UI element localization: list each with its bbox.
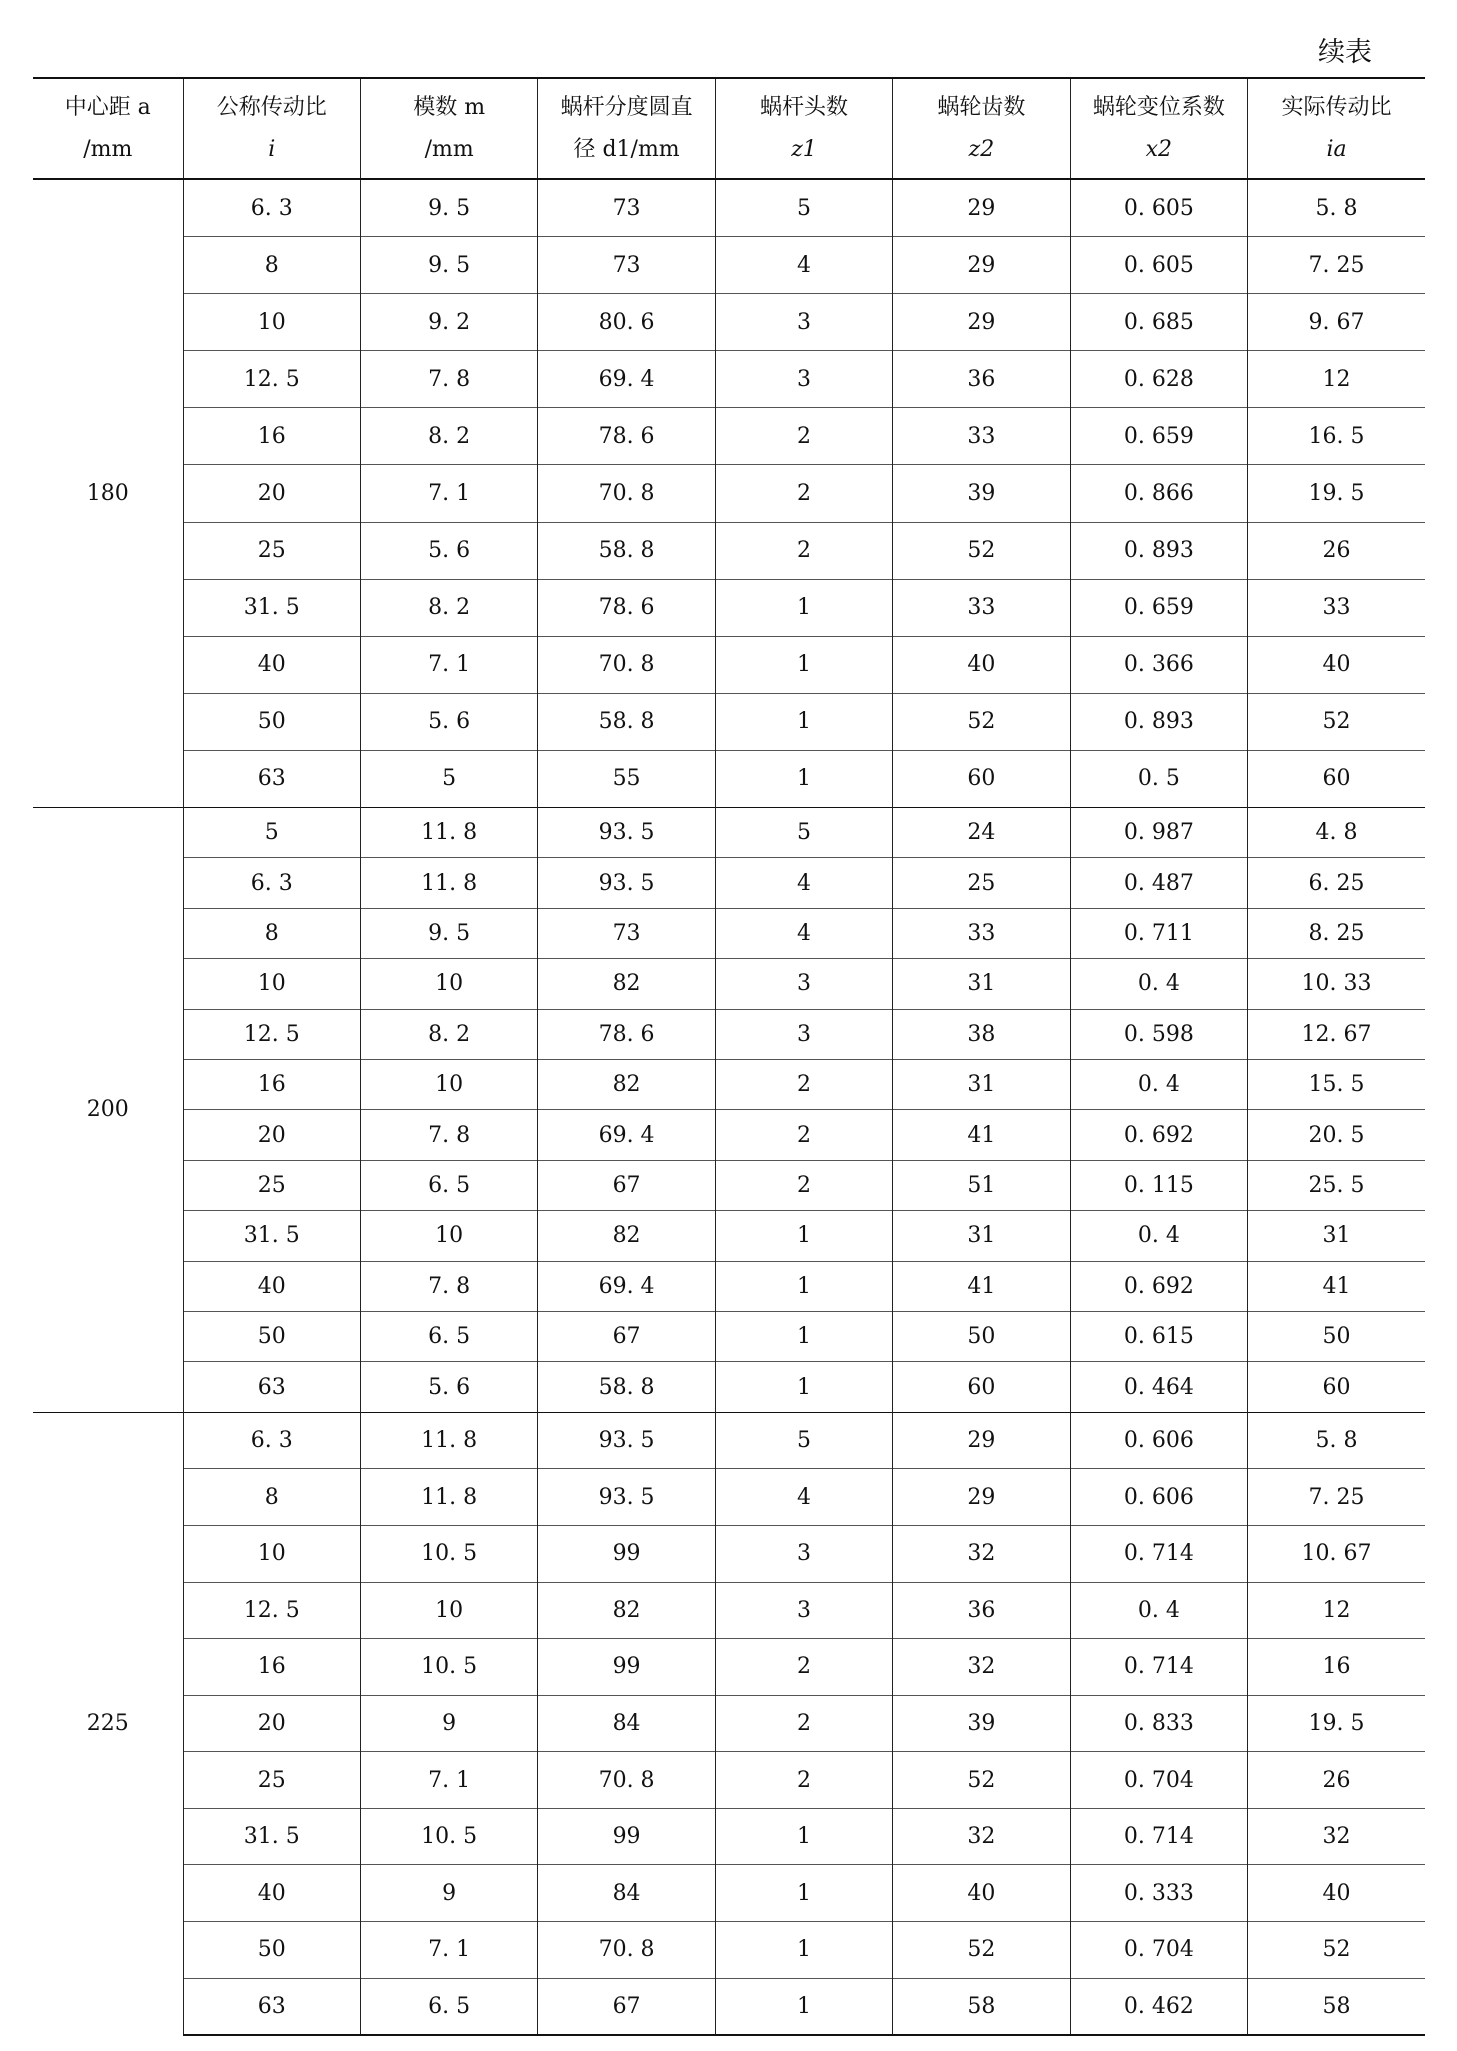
modification-coefficient-cell: 0. 605 (1070, 179, 1247, 237)
pitch-diameter-cell: 73 (538, 237, 715, 294)
table-row (33, 1865, 1425, 1922)
modification-coefficient-cell: 0. 4 (1070, 1059, 1247, 1109)
module-cell: 11. 8 (360, 1469, 537, 1526)
worm-starts-cell: 1 (715, 1261, 892, 1311)
nominal-ratio-cell: 63 (183, 1362, 360, 1412)
wheel-teeth-cell: 32 (893, 1808, 1070, 1865)
nominal-ratio-cell: 25 (183, 1752, 360, 1809)
modification-coefficient-cell: 0. 659 (1070, 579, 1247, 636)
pitch-diameter-cell: 58. 8 (538, 1362, 715, 1412)
module-cell: 8. 2 (360, 1009, 537, 1059)
worm-starts-cell: 1 (715, 1865, 892, 1922)
module-cell: 5. 6 (360, 1362, 537, 1412)
nominal-ratio-cell: 20 (183, 1110, 360, 1160)
actual-ratio-cell: 52 (1248, 1922, 1425, 1979)
modification-coefficient-cell: 0. 893 (1070, 522, 1247, 579)
wheel-teeth-cell: 58 (893, 1978, 1070, 2035)
modification-coefficient-cell: 0. 606 (1070, 1412, 1247, 1469)
header-nominal-ratio: 公称传动比 i (183, 78, 360, 179)
header-center-distance: 中心距 a /mm (33, 78, 183, 179)
pitch-diameter-cell: 67 (538, 1311, 715, 1361)
actual-ratio-cell: 6. 25 (1248, 858, 1425, 908)
table-row (33, 579, 1425, 636)
header-wheel-modification-coefficient: 蜗轮变位系数 x2 (1070, 78, 1247, 179)
nominal-ratio-cell: 20 (183, 465, 360, 522)
header-worm-pitch-diameter: 蜗杆分度圆直 径 d1/mm (538, 78, 715, 179)
pitch-diameter-cell: 67 (538, 1978, 715, 2035)
actual-ratio-cell: 16 (1248, 1639, 1425, 1696)
wheel-teeth-cell: 40 (893, 1865, 1070, 1922)
module-cell: 9 (360, 1695, 537, 1752)
table-row (33, 858, 1425, 908)
table-row (33, 1160, 1425, 1210)
nominal-ratio-cell: 40 (183, 1865, 360, 1922)
table-row (33, 1009, 1425, 1059)
nominal-ratio-cell: 6. 3 (183, 1412, 360, 1469)
nominal-ratio-cell: 63 (183, 750, 360, 807)
module-cell: 11. 8 (360, 858, 537, 908)
worm-starts-cell: 5 (715, 808, 892, 858)
nominal-ratio-cell: 5 (183, 808, 360, 858)
table-row (33, 465, 1425, 522)
module-cell: 9 (360, 1865, 537, 1922)
modification-coefficient-cell: 0. 685 (1070, 294, 1247, 351)
table-row (33, 522, 1425, 579)
wheel-teeth-cell: 52 (893, 1752, 1070, 1809)
actual-ratio-cell: 40 (1248, 636, 1425, 693)
pitch-diameter-cell: 69. 4 (538, 1261, 715, 1311)
pitch-diameter-cell: 78. 6 (538, 408, 715, 465)
actual-ratio-cell: 10. 67 (1248, 1525, 1425, 1582)
table-row (33, 408, 1425, 465)
nominal-ratio-cell: 50 (183, 693, 360, 750)
pitch-diameter-cell: 80. 6 (538, 294, 715, 351)
module-cell: 9. 5 (360, 179, 537, 237)
worm-starts-cell: 3 (715, 294, 892, 351)
table-row (33, 808, 1425, 858)
worm-starts-cell: 3 (715, 1009, 892, 1059)
actual-ratio-cell: 41 (1248, 1261, 1425, 1311)
worm-starts-cell: 1 (715, 1311, 892, 1361)
module-cell: 10 (360, 959, 537, 1009)
actual-ratio-cell: 33 (1248, 579, 1425, 636)
module-cell: 10. 5 (360, 1525, 537, 1582)
worm-starts-cell: 2 (715, 522, 892, 579)
worm-starts-cell: 1 (715, 693, 892, 750)
nominal-ratio-cell: 8 (183, 237, 360, 294)
worm-starts-cell: 3 (715, 1582, 892, 1639)
nominal-ratio-cell: 16 (183, 408, 360, 465)
nominal-ratio-cell: 25 (183, 1160, 360, 1210)
module-cell: 7. 8 (360, 1261, 537, 1311)
worm-starts-cell: 5 (715, 179, 892, 237)
nominal-ratio-cell: 6. 3 (183, 858, 360, 908)
nominal-ratio-cell: 25 (183, 522, 360, 579)
actual-ratio-cell: 12 (1248, 1582, 1425, 1639)
actual-ratio-cell: 12. 67 (1248, 1009, 1425, 1059)
actual-ratio-cell: 60 (1248, 750, 1425, 807)
table-row (33, 1582, 1425, 1639)
nominal-ratio-cell: 12. 5 (183, 1582, 360, 1639)
actual-ratio-cell: 32 (1248, 1808, 1425, 1865)
module-cell: 7. 8 (360, 351, 537, 408)
module-cell: 7. 1 (360, 636, 537, 693)
wheel-teeth-cell: 33 (893, 408, 1070, 465)
continued-label: 续表 (1318, 37, 1372, 68)
pitch-diameter-cell: 67 (538, 1160, 715, 1210)
table-row (33, 1695, 1425, 1752)
wheel-teeth-cell: 32 (893, 1639, 1070, 1696)
pitch-diameter-cell: 58. 8 (538, 522, 715, 579)
nominal-ratio-cell: 10 (183, 1525, 360, 1582)
actual-ratio-cell: 9. 67 (1248, 294, 1425, 351)
wheel-teeth-cell: 52 (893, 522, 1070, 579)
table-row (33, 1059, 1425, 1109)
pitch-diameter-cell: 78. 6 (538, 1009, 715, 1059)
wheel-teeth-cell: 39 (893, 465, 1070, 522)
modification-coefficient-cell: 0. 866 (1070, 465, 1247, 522)
nominal-ratio-cell: 8 (183, 908, 360, 958)
worm-starts-cell: 2 (715, 1695, 892, 1752)
actual-ratio-cell: 60 (1248, 1362, 1425, 1412)
module-cell: 10 (360, 1059, 537, 1109)
modification-coefficient-cell: 0. 714 (1070, 1639, 1247, 1696)
table-row (33, 1469, 1425, 1526)
table-row (33, 693, 1425, 750)
nominal-ratio-cell: 16 (183, 1639, 360, 1696)
actual-ratio-cell: 19. 5 (1248, 465, 1425, 522)
modification-coefficient-cell: 0. 833 (1070, 1695, 1247, 1752)
wheel-teeth-cell: 36 (893, 351, 1070, 408)
pitch-diameter-cell: 84 (538, 1695, 715, 1752)
modification-coefficient-cell: 0. 462 (1070, 1978, 1247, 2035)
worm-starts-cell: 1 (715, 1922, 892, 1979)
pitch-diameter-cell: 82 (538, 1059, 715, 1109)
modification-coefficient-cell: 0. 4 (1070, 959, 1247, 1009)
pitch-diameter-cell: 82 (538, 959, 715, 1009)
pitch-diameter-cell: 73 (538, 179, 715, 237)
nominal-ratio-cell: 6. 3 (183, 179, 360, 237)
modification-coefficient-cell: 0. 692 (1070, 1110, 1247, 1160)
pitch-diameter-cell: 70. 8 (538, 1752, 715, 1809)
pitch-diameter-cell: 73 (538, 908, 715, 958)
table-row (33, 1978, 1425, 2035)
wheel-teeth-cell: 33 (893, 908, 1070, 958)
modification-coefficient-cell: 0. 987 (1070, 808, 1247, 858)
pitch-diameter-cell: 99 (538, 1639, 715, 1696)
modification-coefficient-cell: 0. 606 (1070, 1469, 1247, 1526)
pitch-diameter-cell: 84 (538, 1865, 715, 1922)
modification-coefficient-cell: 0. 366 (1070, 636, 1247, 693)
worm-starts-cell: 1 (715, 636, 892, 693)
wheel-teeth-cell: 36 (893, 1582, 1070, 1639)
center-distance-cell: 200 (33, 808, 183, 1413)
actual-ratio-cell: 40 (1248, 1865, 1425, 1922)
table-row (33, 959, 1425, 1009)
nominal-ratio-cell: 63 (183, 1978, 360, 2035)
modification-coefficient-cell: 0. 115 (1070, 1160, 1247, 1210)
modification-coefficient-cell: 0. 4 (1070, 1582, 1247, 1639)
nominal-ratio-cell: 8 (183, 1469, 360, 1526)
module-cell: 10. 5 (360, 1639, 537, 1696)
wheel-teeth-cell: 39 (893, 1695, 1070, 1752)
wheel-teeth-cell: 33 (893, 579, 1070, 636)
worm-gear-parameter-table (33, 77, 1425, 2036)
table-row (33, 179, 1425, 237)
module-cell: 8. 2 (360, 579, 537, 636)
actual-ratio-cell: 4. 8 (1248, 808, 1425, 858)
nominal-ratio-cell: 10 (183, 294, 360, 351)
modification-coefficient-cell: 0. 5 (1070, 750, 1247, 807)
pitch-diameter-cell: 93. 5 (538, 1412, 715, 1469)
actual-ratio-cell: 5. 8 (1248, 1412, 1425, 1469)
wheel-teeth-cell: 32 (893, 1525, 1070, 1582)
actual-ratio-cell: 58 (1248, 1978, 1425, 2035)
pitch-diameter-cell: 70. 8 (538, 465, 715, 522)
table-row (33, 1211, 1425, 1261)
actual-ratio-cell: 26 (1248, 522, 1425, 579)
pitch-diameter-cell: 82 (538, 1211, 715, 1261)
pitch-diameter-cell: 82 (538, 1582, 715, 1639)
worm-starts-cell: 2 (715, 1160, 892, 1210)
actual-ratio-cell: 25. 5 (1248, 1160, 1425, 1210)
actual-ratio-cell: 16. 5 (1248, 408, 1425, 465)
nominal-ratio-cell: 40 (183, 1261, 360, 1311)
worm-starts-cell: 2 (715, 1639, 892, 1696)
table-header (33, 78, 1425, 179)
actual-ratio-cell: 50 (1248, 1311, 1425, 1361)
table-row (33, 1525, 1425, 1582)
actual-ratio-cell: 8. 25 (1248, 908, 1425, 958)
actual-ratio-cell: 5. 8 (1248, 179, 1425, 237)
module-cell: 11. 8 (360, 808, 537, 858)
pitch-diameter-cell: 93. 5 (538, 858, 715, 908)
worm-starts-cell: 1 (715, 1211, 892, 1261)
wheel-teeth-cell: 52 (893, 693, 1070, 750)
worm-starts-cell: 1 (715, 1808, 892, 1865)
pitch-diameter-cell: 99 (538, 1525, 715, 1582)
group-180 (33, 179, 1425, 808)
nominal-ratio-cell: 31. 5 (183, 1808, 360, 1865)
modification-coefficient-cell: 0. 615 (1070, 1311, 1247, 1361)
table-row (33, 750, 1425, 807)
wheel-teeth-cell: 25 (893, 858, 1070, 908)
actual-ratio-cell: 31 (1248, 1211, 1425, 1261)
table-row (33, 294, 1425, 351)
module-cell: 9. 5 (360, 237, 537, 294)
module-cell: 7. 1 (360, 1922, 537, 1979)
wheel-teeth-cell: 29 (893, 1412, 1070, 1469)
worm-starts-cell: 4 (715, 237, 892, 294)
actual-ratio-cell: 20. 5 (1248, 1110, 1425, 1160)
module-cell: 5. 6 (360, 693, 537, 750)
table-row (33, 1752, 1425, 1809)
worm-starts-cell: 4 (715, 1469, 892, 1526)
actual-ratio-cell: 7. 25 (1248, 1469, 1425, 1526)
actual-ratio-cell: 19. 5 (1248, 1695, 1425, 1752)
module-cell: 5. 6 (360, 522, 537, 579)
wheel-teeth-cell: 50 (893, 1311, 1070, 1361)
module-cell: 10. 5 (360, 1808, 537, 1865)
worm-starts-cell: 2 (715, 1059, 892, 1109)
wheel-teeth-cell: 41 (893, 1110, 1070, 1160)
header-worm-starts: 蜗杆头数 z1 (715, 78, 892, 179)
pitch-diameter-cell: 69. 4 (538, 351, 715, 408)
header-actual-ratio: 实际传动比 ia (1248, 78, 1425, 179)
nominal-ratio-cell: 31. 5 (183, 1211, 360, 1261)
module-cell: 10 (360, 1582, 537, 1639)
worm-starts-cell: 1 (715, 579, 892, 636)
modification-coefficient-cell: 0. 893 (1070, 693, 1247, 750)
pitch-diameter-cell: 78. 6 (538, 579, 715, 636)
actual-ratio-cell: 10. 33 (1248, 959, 1425, 1009)
table-row (33, 1922, 1425, 1979)
module-cell: 6. 5 (360, 1311, 537, 1361)
module-cell: 10 (360, 1211, 537, 1261)
module-cell: 9. 2 (360, 294, 537, 351)
module-cell: 6. 5 (360, 1160, 537, 1210)
worm-starts-cell: 2 (715, 1752, 892, 1809)
table-row (33, 1311, 1425, 1361)
center-distance-cell: 225 (33, 1412, 183, 2035)
actual-ratio-cell: 12 (1248, 351, 1425, 408)
module-cell: 5 (360, 750, 537, 807)
worm-starts-cell: 3 (715, 1525, 892, 1582)
pitch-diameter-cell: 93. 5 (538, 1469, 715, 1526)
wheel-teeth-cell: 24 (893, 808, 1070, 858)
table-row (33, 1261, 1425, 1311)
module-cell: 9. 5 (360, 908, 537, 958)
modification-coefficient-cell: 0. 714 (1070, 1808, 1247, 1865)
module-cell: 7. 1 (360, 465, 537, 522)
wheel-teeth-cell: 31 (893, 959, 1070, 1009)
table-row (33, 237, 1425, 294)
nominal-ratio-cell: 50 (183, 1922, 360, 1979)
wheel-teeth-cell: 52 (893, 1922, 1070, 1979)
nominal-ratio-cell: 12. 5 (183, 351, 360, 408)
wheel-teeth-cell: 29 (893, 1469, 1070, 1526)
center-distance-cell: 180 (33, 179, 183, 808)
modification-coefficient-cell: 0. 4 (1070, 1211, 1247, 1261)
actual-ratio-cell: 52 (1248, 693, 1425, 750)
modification-coefficient-cell: 0. 464 (1070, 1362, 1247, 1412)
module-cell: 6. 5 (360, 1978, 537, 2035)
table-row (33, 908, 1425, 958)
worm-starts-cell: 2 (715, 465, 892, 522)
table-row (33, 1412, 1425, 1469)
worm-starts-cell: 1 (715, 1978, 892, 2035)
nominal-ratio-cell: 31. 5 (183, 579, 360, 636)
wheel-teeth-cell: 51 (893, 1160, 1070, 1210)
worm-starts-cell: 4 (715, 908, 892, 958)
modification-coefficient-cell: 0. 714 (1070, 1525, 1247, 1582)
worm-starts-cell: 4 (715, 858, 892, 908)
nominal-ratio-cell: 10 (183, 959, 360, 1009)
nominal-ratio-cell: 20 (183, 1695, 360, 1752)
wheel-teeth-cell: 40 (893, 636, 1070, 693)
wheel-teeth-cell: 38 (893, 1009, 1070, 1059)
modification-coefficient-cell: 0. 333 (1070, 1865, 1247, 1922)
modification-coefficient-cell: 0. 598 (1070, 1009, 1247, 1059)
modification-coefficient-cell: 0. 692 (1070, 1261, 1247, 1311)
header-module: 模数 m /mm (360, 78, 537, 179)
worm-starts-cell: 1 (715, 1362, 892, 1412)
pitch-diameter-cell: 99 (538, 1808, 715, 1865)
modification-coefficient-cell: 0. 704 (1070, 1752, 1247, 1809)
pitch-diameter-cell: 55 (538, 750, 715, 807)
table-row (33, 1362, 1425, 1412)
nominal-ratio-cell: 16 (183, 1059, 360, 1109)
module-cell: 8. 2 (360, 408, 537, 465)
pitch-diameter-cell: 70. 8 (538, 1922, 715, 1979)
pitch-diameter-cell: 58. 8 (538, 693, 715, 750)
worm-starts-cell: 2 (715, 1110, 892, 1160)
module-cell: 7. 1 (360, 1752, 537, 1809)
wheel-teeth-cell: 29 (893, 179, 1070, 237)
nominal-ratio-cell: 12. 5 (183, 1009, 360, 1059)
group-225 (33, 1412, 1425, 2035)
wheel-teeth-cell: 29 (893, 294, 1070, 351)
table-row (33, 1808, 1425, 1865)
worm-starts-cell: 5 (715, 1412, 892, 1469)
wheel-teeth-cell: 60 (893, 750, 1070, 807)
actual-ratio-cell: 26 (1248, 1752, 1425, 1809)
module-cell: 11. 8 (360, 1412, 537, 1469)
actual-ratio-cell: 15. 5 (1248, 1059, 1425, 1109)
pitch-diameter-cell: 69. 4 (538, 1110, 715, 1160)
table-row (33, 636, 1425, 693)
group-200 (33, 808, 1425, 1413)
table-row (33, 1110, 1425, 1160)
wheel-teeth-cell: 31 (893, 1211, 1070, 1261)
wheel-teeth-cell: 60 (893, 1362, 1070, 1412)
actual-ratio-cell: 7. 25 (1248, 237, 1425, 294)
worm-starts-cell: 3 (715, 351, 892, 408)
modification-coefficient-cell: 0. 605 (1070, 237, 1247, 294)
table-row (33, 351, 1425, 408)
wheel-teeth-cell: 31 (893, 1059, 1070, 1109)
worm-starts-cell: 3 (715, 959, 892, 1009)
modification-coefficient-cell: 0. 659 (1070, 408, 1247, 465)
nominal-ratio-cell: 50 (183, 1311, 360, 1361)
wheel-teeth-cell: 41 (893, 1261, 1070, 1311)
modification-coefficient-cell: 0. 628 (1070, 351, 1247, 408)
worm-starts-cell: 1 (715, 750, 892, 807)
header-wheel-teeth: 蜗轮齿数 z2 (893, 78, 1070, 179)
pitch-diameter-cell: 70. 8 (538, 636, 715, 693)
modification-coefficient-cell: 0. 711 (1070, 908, 1247, 958)
pitch-diameter-cell: 93. 5 (538, 808, 715, 858)
module-cell: 7. 8 (360, 1110, 537, 1160)
worm-starts-cell: 2 (715, 408, 892, 465)
wheel-teeth-cell: 29 (893, 237, 1070, 294)
nominal-ratio-cell: 40 (183, 636, 360, 693)
modification-coefficient-cell: 0. 704 (1070, 1922, 1247, 1979)
table-row (33, 1639, 1425, 1696)
modification-coefficient-cell: 0. 487 (1070, 858, 1247, 908)
